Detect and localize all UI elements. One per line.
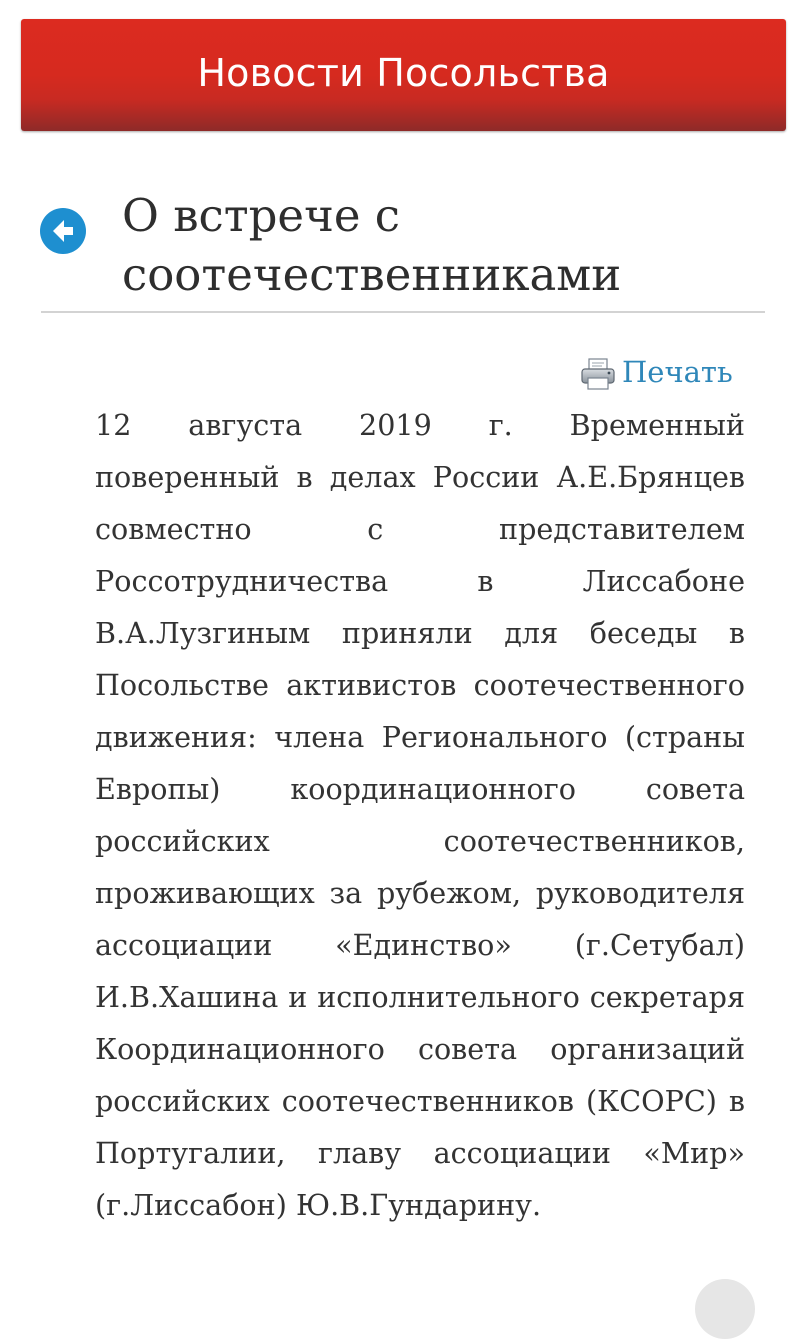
- scroll-top-button[interactable]: [695, 1279, 755, 1339]
- printer-icon: [580, 357, 616, 391]
- print-link[interactable]: [580, 353, 733, 391]
- page-title: О встрече с соотечественниками: [122, 189, 622, 301]
- header-bar: [21, 19, 786, 131]
- arrow-left-circle-icon: [48, 216, 78, 246]
- header-title: Новости Посольства: [197, 51, 610, 95]
- back-button[interactable]: [40, 208, 86, 254]
- title-divider: [41, 311, 765, 313]
- print-label: Печать: [622, 355, 733, 389]
- article-body: 12 августа 2019 г. Временный поверенный в делах России А.Е.Брянцев совместно с представителем Россотрудничества в Лиссабоне В.А.Лузгиным приняли для беседы в Посольстве активистов соотечественного движения: члена Регионального (страны Европы) координационного совета российских соотечественников, проживающих за рубежом, руководителя ассоциации «Единство» (г.Сетубал) И.В.Хашина и исполнительного секретаря Координационного совета организаций российских соотечественников (КСОРС) в Португалии, главу ассоциации «Мир» (г.Лиссабон) Ю.В.Гундарину.: [95, 408, 745, 1222]
